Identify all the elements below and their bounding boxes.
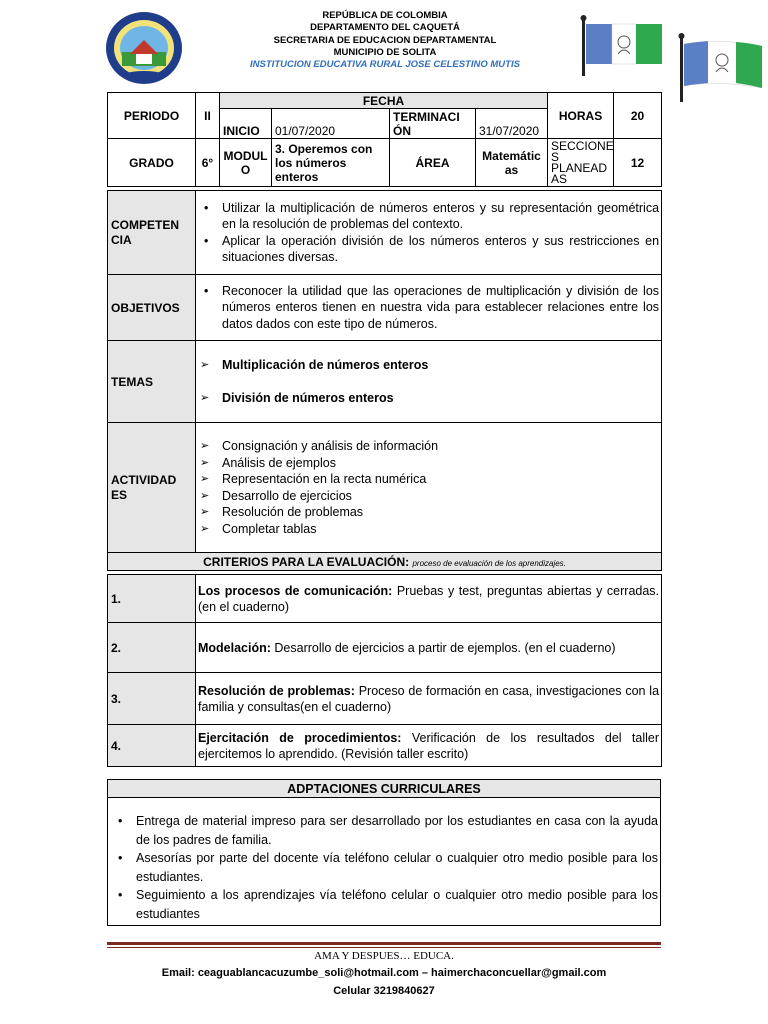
secciones-label: SECCIONE S PLANEAD AS [548, 139, 614, 187]
area-value: Matemátic as [476, 139, 548, 187]
temas-content [196, 341, 662, 423]
header-line-secretaria: SECRETARIA DE EDUCACION DEPARTAMENTAL [273, 34, 497, 46]
criterio-text [196, 623, 662, 673]
area-label: ÁREA [390, 139, 476, 187]
periodo-label: PERIODO [108, 93, 196, 139]
criterio-description: Verificación de los resultados del taller ejercitemos lo aprendido. (Revisión taller escrito) [198, 730, 660, 761]
criterio-number: 3. [108, 673, 196, 725]
header-text-block [230, 10, 540, 71]
actividad-item: ➢ Resolución de problemas [198, 504, 659, 521]
actividad-item: ➢ Análisis de ejemplos [198, 455, 659, 472]
inicio-label: INICIO [220, 109, 272, 139]
horas-value: 20 [614, 93, 662, 139]
tema-item: ➢ Multiplicación de números enteros [198, 357, 659, 374]
adaptacion-item: • Seguimiento a los aprendizajes vía teléfono celular o cualquier otro medio posible para los estudiantes [112, 886, 658, 923]
criterio-bold-label: Ejercitación de procedimientos: [198, 730, 402, 745]
actividades-label: ACTIVIDAD ES [108, 423, 196, 553]
competencia-label: COMPETEN CIA [108, 191, 196, 275]
inicio-value: 01/07/2020 [272, 109, 390, 139]
criterio-text [196, 673, 662, 725]
objetivo-item: • Reconocer la utilidad que las operaciones de multiplicación y división de los números enteros tienen en nuestra vida para establecer relaciones entre los datos dados con este tipo de números. [198, 283, 659, 333]
competencia-item: • Aplicar la operación división de los números enteros y sus restricciones en situaciones diversas. [198, 233, 659, 266]
adaptaciones-table [107, 779, 661, 926]
competencia-item: • Utilizar la multiplicación de números enteros y su representación geométrica en la resolución de problemas del contexto. [198, 200, 659, 233]
criterio-bold-label: Los procesos de comunicación: [198, 583, 393, 598]
actividades-content [196, 423, 662, 553]
criterios-header [108, 553, 662, 571]
criterio-number: 2. [108, 623, 196, 673]
footer-rule-thin [107, 947, 661, 948]
grado-label: GRADO [108, 139, 196, 187]
modulo-value: 3. Operemos con los números enteros [272, 139, 390, 187]
criterios-subtitle: proceso de evaluación de los aprendizajes. [412, 558, 566, 568]
criterio-text [196, 725, 662, 767]
planning-table [107, 92, 662, 767]
actividad-item: ➢ Desarrollo de ejercicios [198, 488, 659, 505]
adaptacion-item: • Asesorías por parte del docente vía teléfono celular o cualquier otro medio posible para los estudiantes. [112, 849, 658, 886]
criterios-title: CRITERIOS PARA LA EVALUACIÓN: [203, 554, 410, 569]
terminacion-value: 31/07/2020 [476, 109, 548, 139]
criterio-number: 4. [108, 725, 196, 767]
periodo-value: II [196, 93, 220, 139]
adaptaciones-content [108, 798, 661, 926]
secciones-value: 12 [614, 139, 662, 187]
tema-item: ➢ División de números enteros [198, 390, 659, 407]
school-seal-logo [104, 10, 184, 86]
competencia-content [196, 191, 662, 275]
header-line-municipio: MUNICIPIO DE SOLITA [333, 46, 437, 58]
footer-email: Email: ceaguablancacuzumbe_soli@hotmail.com – haimerchaconcuellar@gmail.com [161, 967, 607, 979]
fecha-label: FECHA [220, 93, 548, 109]
header-institution-name: INSTITUCION EDUCATIVA RURAL JOSE CELESTINO MUTIS [250, 59, 520, 71]
criterio-text [196, 575, 662, 623]
criterio-description: Desarrollo de ejercicios a partir de ejemplos. (en el cuaderno) [270, 640, 616, 655]
criterio-description: Pruebas y test, preguntas abiertas y cerradas. (en el cuaderno) [198, 583, 660, 614]
footer-celular: Celular 3219840627 [333, 985, 435, 997]
horas-label: HORAS [548, 93, 614, 139]
document-header [0, 0, 768, 92]
header-line-republica: REPÚBLICA DE COLOMBIA [322, 10, 448, 21]
footer-motto: AMA Y DESPUES… EDUCA. [314, 950, 454, 962]
modulo-label: MODUL O [220, 139, 272, 187]
adaptacion-item: • Entrega de material impreso para ser desarrollado por los estudiantes en casa con la ayuda de los padres de familia. [112, 812, 658, 849]
municipal-flag-right [678, 32, 764, 104]
footer-rule-thick [107, 942, 661, 945]
objetivos-content [196, 275, 662, 341]
actividad-item: ➢ Completar tablas [198, 521, 659, 538]
header-line-departamento: DEPARTAMENTO DEL CAQUETÁ [310, 22, 460, 34]
objetivos-label: OBJETIVOS [108, 275, 196, 341]
grado-value: 6° [196, 139, 220, 187]
actividad-item: ➢ Consignación y análisis de información [198, 438, 659, 455]
criterio-bold-label: Resolución de problemas: [198, 683, 355, 698]
actividad-item: ➢ Representación en la recta numérica [198, 471, 659, 488]
criterio-description: Proceso de formación en casa, investigaciones con la familia y consultas(en el cuaderno) [198, 683, 660, 714]
criterio-number: 1. [108, 575, 196, 623]
criterio-bold-label: Modelación: [198, 640, 271, 655]
temas-label: TEMAS [108, 341, 196, 423]
terminacion-label: TERMINACI ÓN [390, 109, 476, 139]
municipal-flag-left [580, 14, 664, 78]
adaptaciones-title: ADPTACIONES CURRICULARES [108, 780, 661, 798]
